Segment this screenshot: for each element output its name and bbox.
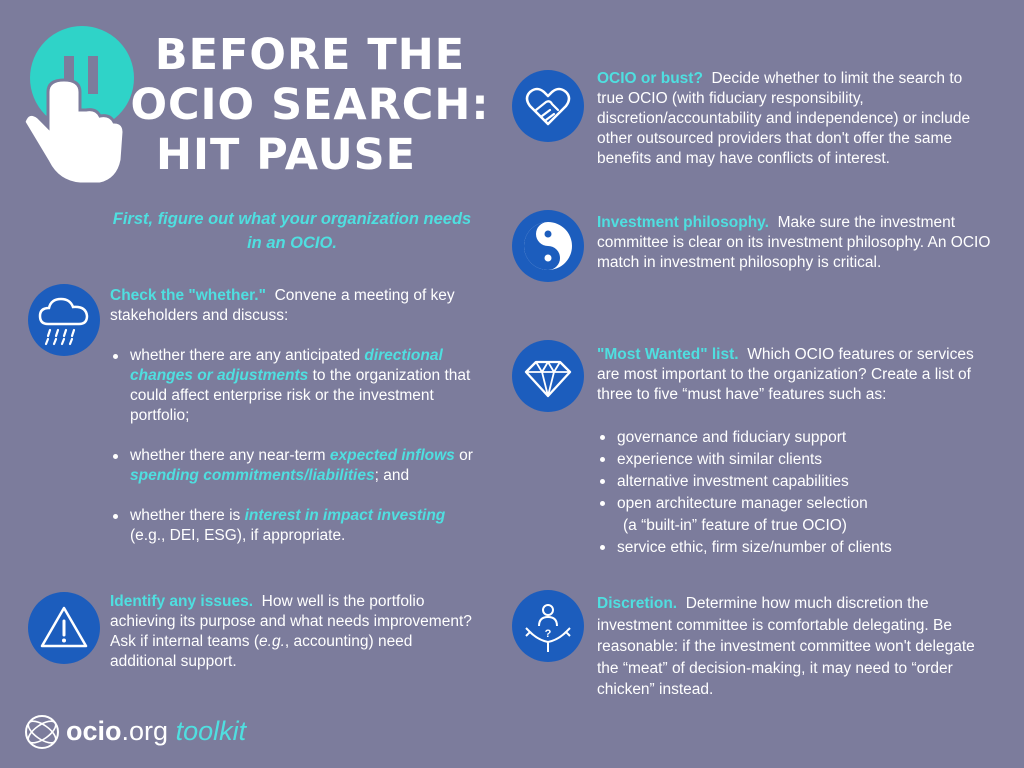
ocio-lead: OCIO or bust? bbox=[597, 70, 703, 87]
brand-toolkit: toolkit bbox=[175, 716, 247, 746]
whether-lead: Check the "whether." bbox=[110, 287, 266, 304]
discretion-text: Determine how much discretion the investment committee is comfortable delegating. Be reasonable: if the investment committee won't delegate the “meat” of decision-making, it may need to “order chicken” instead. bbox=[597, 595, 975, 698]
whether-intro bbox=[110, 286, 480, 326]
title-line-3: HIT PAUSE bbox=[155, 130, 417, 180]
issues-section: Identify any issues. How well is the portfolio achieving its purpose and what needs improvement? Ask if internal teams (e.g., accounting) need additional support. bbox=[110, 593, 472, 670]
wanted-text: Which OCIO features or services are most important to the organization? Create a list of three to five “must have” features such as: bbox=[597, 346, 974, 403]
decision-arrows-icon bbox=[512, 590, 584, 662]
whether-list bbox=[110, 346, 480, 546]
ocio-section bbox=[597, 69, 992, 169]
svg-text:?: ? bbox=[544, 628, 552, 640]
wanted-section bbox=[597, 345, 992, 559]
diamond-icon bbox=[512, 340, 584, 412]
whether-section bbox=[110, 286, 480, 546]
philosophy-text: Make sure the investment committee is clear on its investment philosophy. An OCIO match in investment philosophy is critical. bbox=[597, 214, 991, 271]
subtitle-line-1: First, figure out what your organization needs bbox=[112, 210, 472, 228]
yin-yang-icon bbox=[512, 210, 584, 282]
brand-rest: .org bbox=[121, 716, 169, 746]
list-item: whether there any near-term expected inflows or spending commitments/liabilities; and bbox=[110, 446, 480, 486]
page-title bbox=[120, 30, 500, 180]
list-item: whether there is interest in impact investing (e.g., DEI, ESG), if appropriate. bbox=[110, 506, 480, 546]
discretion-section bbox=[597, 593, 992, 701]
title-line-1: BEFORE THE bbox=[154, 30, 466, 80]
globe-logo-icon bbox=[22, 712, 62, 752]
list-item: open architecture manager selection bbox=[597, 493, 992, 515]
wanted-list bbox=[597, 427, 992, 559]
list-item: experience with similar clients bbox=[597, 449, 992, 471]
ocio-text: Decide whether to limit the search to true OCIO (with fiduciary responsibility, discretion/accountability and independence) or include other outsourced providers that don't offer the same benefits and may have conflicts of interest. bbox=[597, 70, 971, 167]
wanted-intro bbox=[597, 345, 992, 405]
brand-text bbox=[66, 714, 246, 748]
warning-icon bbox=[28, 592, 100, 664]
issues-lead: Identify any issues. bbox=[110, 593, 253, 610]
heart-hand-icon bbox=[512, 70, 584, 142]
list-item: governance and fiduciary support bbox=[597, 427, 992, 449]
list-item: service ethic, firm size/number of clients bbox=[597, 537, 992, 559]
whether-text: Convene a meeting of key stakeholders and discuss: bbox=[110, 287, 455, 324]
philosophy-lead: Investment philosophy. bbox=[597, 214, 769, 231]
list-note: (a “built-in” feature of true OCIO) bbox=[623, 517, 847, 534]
philosophy-section bbox=[597, 213, 992, 273]
title-line-2: OCIO SEARCH: bbox=[130, 80, 490, 130]
subtitle bbox=[82, 207, 502, 255]
brand-bold: ocio bbox=[66, 716, 122, 746]
discretion-lead: Discretion. bbox=[597, 595, 678, 612]
rain-cloud-icon bbox=[28, 284, 100, 356]
wanted-lead: "Most Wanted" list. bbox=[597, 346, 739, 363]
list-item: whether there are any anticipated directional changes or adjustments to the organization that could affect enterprise risk or the investment portfolio; bbox=[110, 346, 480, 426]
brand-logo bbox=[22, 710, 282, 754]
list-item: alternative investment capabilities bbox=[597, 471, 992, 493]
subtitle-line-2: in an OCIO. bbox=[247, 234, 337, 252]
